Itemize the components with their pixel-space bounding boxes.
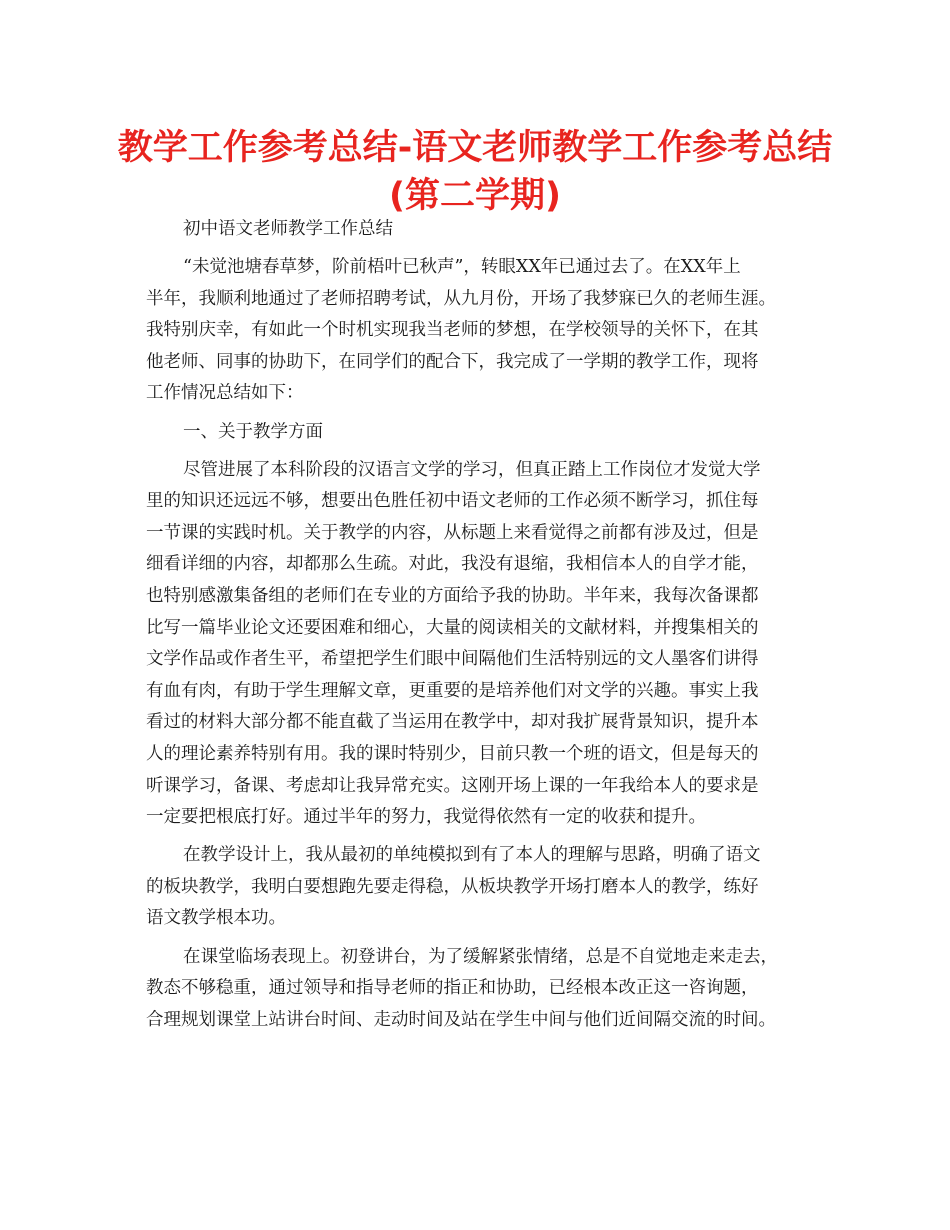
paragraph-line: 一定要把根底打好。通过半年的努力，我觉得依然有一定的收获和提升。 bbox=[146, 807, 706, 828]
paragraph-line: 一、关于教学方面 bbox=[183, 421, 323, 442]
paragraph-line: 我特别庆幸，有如此一个时机实现我当老师的梦想，在学校领导的关怀下，在其 bbox=[146, 320, 759, 341]
paragraph-line: 细看详细的内容，却都那么生疏。对此，我没有退缩，我相信本人的自学才能， bbox=[146, 554, 759, 575]
paragraph-line: 他老师、同事的协助下，在同学们的配合下，我完成了一学期的教学工作，现将 bbox=[146, 351, 759, 372]
paragraph bbox=[146, 252, 816, 410]
document-title-line-1: 教学工作参考总结-语文老师教学工作参考总结 bbox=[117, 128, 833, 168]
paragraph-line: “未觉池塘春草梦，阶前梧叶已秋声”，转眼XX年已通过去了。在XX年上 bbox=[183, 257, 741, 278]
paragraph-line: 尽管进展了本科阶段的汉语言文学的学习，但真正踏上工作岗位才发觉大学 bbox=[183, 459, 761, 480]
document-body bbox=[146, 214, 816, 1036]
paragraph bbox=[146, 417, 816, 449]
paragraph-line: 也特别感激集备组的老师们在专业的方面给予我的协助。半年来，我每次备课都 bbox=[146, 586, 759, 607]
paragraph-line: 听课学习，备课、考虑却让我异常充实。这刚开场上课的一年我给本人的要求是 bbox=[146, 775, 759, 796]
paragraph-line: 工作情况总结如下： bbox=[146, 383, 304, 404]
paragraph-line: 半年，我顺利地通过了老师招聘考试，从九月份，开场了我梦寐已久的老师生涯。 bbox=[146, 288, 776, 309]
paragraph-line: 的板块教学，我明白要想跑先要走得稳，从板块教学开场打磨本人的教学，练好 bbox=[146, 876, 759, 897]
paragraph-line: 合理规划课堂上站讲台时间、走动时间及站在学生中间与他们近间隔交流的时间。 bbox=[146, 1009, 776, 1030]
paragraph-line: 比写一篇毕业论文还要困难和细心，大量的阅读相关的文献材料，并搜集相关的 bbox=[146, 617, 759, 638]
paragraph bbox=[146, 214, 816, 246]
paragraph-line: 里的知识还远远不够，想要出色胜任初中语文老师的工作必须不断学习，抓住每 bbox=[146, 491, 759, 512]
paragraph-line: 语文教学根本功。 bbox=[146, 908, 286, 929]
document-title-line-2: (第二学期) bbox=[389, 176, 561, 216]
paragraph-line: 教态不够稳重，通过领导和指导老师的指正和协助，已经根本改正这一咨询题， bbox=[146, 978, 759, 999]
paragraph-line: 文学作品或作者生平，希望把学生们眼中间隔他们生活特别远的文人墨客们讲得 bbox=[146, 649, 759, 670]
paragraph-line: 在教学设计上，我从最初的单纯模拟到有了本人的理解与思路，明确了语文 bbox=[183, 845, 761, 866]
paragraph-line: 初中语文老师教学工作总结 bbox=[183, 219, 393, 239]
paragraph bbox=[146, 455, 816, 834]
paragraph-line: 在课堂临场表现上。初登讲台，为了缓解紧张情绪，总是不自觉地走来走去， bbox=[183, 946, 778, 967]
paragraph-line: 人的理论素养特别有用。我的课时特别少，目前只教一个班的语文，但是每天的 bbox=[146, 744, 759, 764]
paragraph-line: 有血有肉，有助于学生理解文章，更重要的是培养他们对文学的兴趣。事实上我 bbox=[146, 680, 759, 701]
paragraph-line: 看过的材料大部分都不能直截了当运用在教学中，却对我扩展背景知识，提升本 bbox=[146, 712, 759, 733]
paragraph bbox=[146, 840, 816, 935]
paragraph-line: 一节课的实践时机。关于教学的内容，从标题上来看觉得之前都有涉及过，但是 bbox=[146, 522, 759, 543]
paragraph bbox=[146, 942, 816, 1037]
